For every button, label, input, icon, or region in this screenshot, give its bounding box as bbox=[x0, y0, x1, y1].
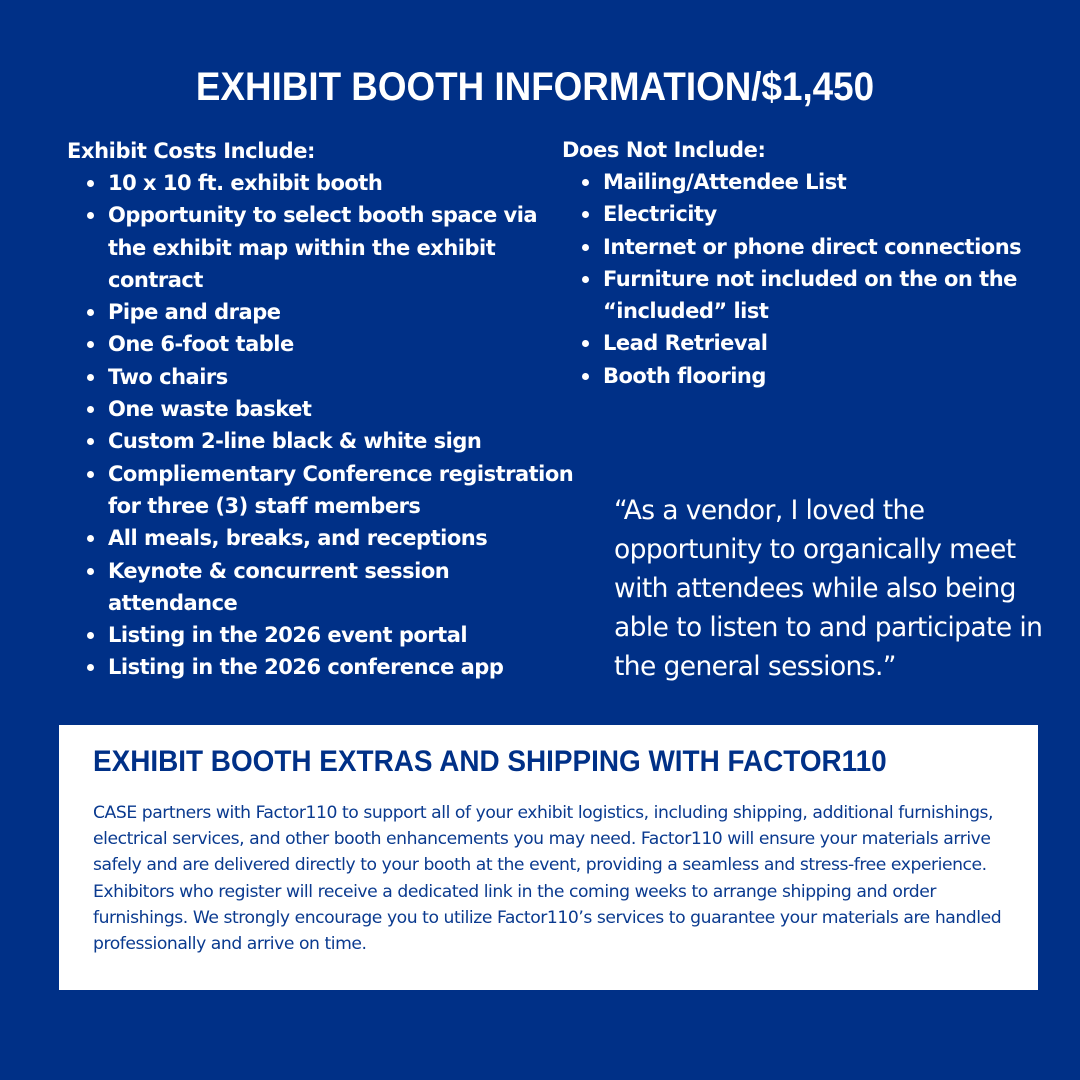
bullet-icon bbox=[87, 212, 94, 219]
list-item: Furniture not included on the on the “included” list bbox=[562, 263, 1042, 328]
list-item: Custom 2-line black & white sign bbox=[67, 425, 577, 457]
bullet-icon bbox=[87, 341, 94, 348]
list-item: Listing in the 2026 event portal bbox=[67, 619, 577, 651]
bullet-icon bbox=[87, 632, 94, 639]
includes-section bbox=[67, 137, 577, 684]
testimonial-quote: “As a vendor, I loved the opportunity to organically meet with attendees while also being able to listen to and participate in the general sessions.” bbox=[614, 495, 1043, 682]
list-item: One 6-foot table bbox=[67, 328, 577, 360]
list-item: Keynote & concurrent session attendance bbox=[67, 555, 577, 620]
list-item: Booth flooring bbox=[562, 360, 1042, 392]
bullet-icon bbox=[87, 568, 94, 575]
extras-body: CASE partners with Factor110 to support all of your exhibit logistics, including shipping, additional furnishings, electrical services, and other booth enhancements you may need. Factor110 will ensure your materials arrive safely and are delivered directly to your booth at the event, providing a seamless and stress-free experience. Exhibitors who register will receive a dedicated link in the coming weeks to arrange shipping and order furnishings. We strongly encourage you to utilize Factor110’s services to guarantee your materials are handled professionally and arrive on time. bbox=[93, 803, 1002, 955]
bullet-icon bbox=[87, 406, 94, 413]
bullet-icon bbox=[582, 244, 589, 251]
extras-panel bbox=[59, 725, 1038, 990]
list-item: Internet or phone direct connections bbox=[562, 231, 1042, 263]
list-item: One waste basket bbox=[67, 393, 577, 425]
bullet-icon bbox=[582, 211, 589, 218]
list-item: Lead Retrieval bbox=[562, 327, 1042, 359]
bullet-icon bbox=[87, 664, 94, 671]
list-item: Listing in the 2026 conference app bbox=[67, 651, 577, 683]
excludes-heading: Does Not Include: bbox=[562, 138, 766, 162]
list-item: Two chairs bbox=[67, 361, 577, 393]
includes-heading: Exhibit Costs Include: bbox=[67, 139, 316, 163]
excludes-list bbox=[562, 166, 1042, 392]
bullet-icon bbox=[582, 340, 589, 347]
bullet-icon bbox=[87, 471, 94, 478]
bullet-icon bbox=[582, 373, 589, 380]
bullet-icon bbox=[582, 276, 589, 283]
bullet-icon bbox=[87, 438, 94, 445]
list-item: Opportunity to select booth space via the exhibit map within the exhibit contract bbox=[67, 199, 577, 296]
list-item: 10 x 10 ft. exhibit booth bbox=[67, 167, 577, 199]
bullet-icon bbox=[87, 180, 94, 187]
bullet-icon bbox=[87, 374, 94, 381]
bullet-icon bbox=[87, 309, 94, 316]
list-item: Pipe and drape bbox=[67, 296, 577, 328]
page-title: EXHIBIT BOOTH INFORMATION/$1,450 bbox=[195, 64, 875, 109]
bullet-icon bbox=[87, 535, 94, 542]
list-item: Mailing/Attendee List bbox=[562, 166, 1042, 198]
list-item: Electricity bbox=[562, 198, 1042, 230]
list-item: All meals, breaks, and receptions bbox=[67, 522, 577, 554]
excludes-section bbox=[562, 136, 1042, 392]
includes-list bbox=[67, 167, 577, 684]
list-item: Compliementary Conference registration for three (3) staff members bbox=[67, 458, 577, 523]
extras-title: EXHIBIT BOOTH EXTRAS AND SHIPPING WITH FACTOR110 bbox=[93, 745, 887, 778]
bullet-icon bbox=[582, 179, 589, 186]
